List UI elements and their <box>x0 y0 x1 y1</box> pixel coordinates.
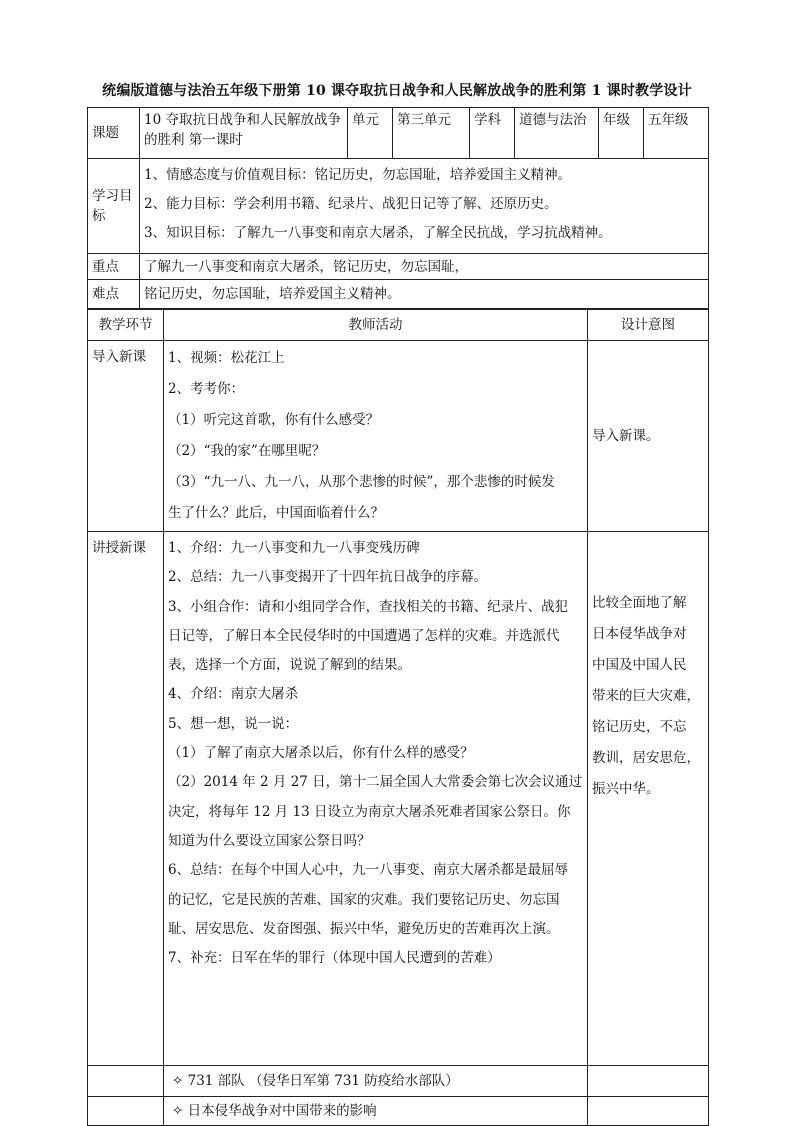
teach-line: 日记等，了解日本全民侵华时的中国遭遇了怎样的灾难。并选派代 <box>168 627 560 644</box>
teach-line: 耻、居安思危、发奋图强、振兴中华，避免历史的苦难再次上演。 <box>168 920 560 937</box>
teach-line: 4、介绍：南京大屠杀 <box>168 686 299 703</box>
teach-line: （1）了解了南京大屠杀以后，你有什么样的感受？ <box>168 745 474 762</box>
difficulty-label: 难点 <box>88 280 140 309</box>
teach-line: 决定，将每年 12 月 13 日设立为南京大屠杀死难者国家公祭日。你 <box>168 803 571 820</box>
bullet-731: ✧ 731 部队 （侵华日军第 731 防疫给水部队） <box>164 1066 588 1097</box>
intent-line: 带来的巨大灾难， <box>592 688 700 704</box>
bullet-stage-cell <box>88 1066 164 1097</box>
objectives-content <box>140 159 709 254</box>
teach-line: 3、小组合作：请和小组同学合作，查找相关的书籍、纪录片、战犯 <box>168 598 569 615</box>
key-point-value: 了解九一八事变和南京大屠杀，铭记历史，勿忘国耻， <box>140 254 709 280</box>
intro-line: （2）“我的家”在哪里呢？ <box>168 443 326 459</box>
teach-line: （2）2014 年 2 月 27 日，第十二届全国人大常委会第七次会议通过 <box>168 774 583 791</box>
intro-intent: 导入新课。 <box>588 341 709 532</box>
unit-label: 单元 <box>348 108 393 159</box>
bullet-stage-cell <box>88 1097 164 1126</box>
topic-label: 课题 <box>88 108 140 159</box>
bullet-impact: ✧ 日本侵华战争对中国带来的影响 <box>164 1097 588 1126</box>
difficulty-value: 铭记历史，勿忘国耻，培养爱国主义精神。 <box>140 280 709 309</box>
key-point-label: 重点 <box>88 254 140 280</box>
teach-line: 6、总结：在每个中国人心中，九一八事变、南京大屠杀都是最屈辱 <box>168 862 569 879</box>
subject-value: 道德与法治 <box>515 108 599 159</box>
teach-line: 知道为什么要设立国家公祭日吗？ <box>168 832 371 849</box>
bullet-intent-cell <box>588 1066 709 1097</box>
column-activity: 教师活动 <box>164 310 588 341</box>
intro-line: （3）“九一八、九一八，从那个悲惨的时候”，那个悲惨的时候发 <box>168 474 555 490</box>
objective-ability: 2、能力目标：学会利用书籍、纪录片、战犯日记等了解、还原历史。 <box>144 196 558 212</box>
column-stage: 教学环节 <box>88 310 164 341</box>
intro-stage: 导入新课 <box>88 341 164 532</box>
document-title: 统编版道德与法治五年级下册第 10 课夺取抗日战争和人民解放战争的胜利第 1 课时教学设计 <box>102 83 692 99</box>
intro-line: 生了什么？此后，中国面临着什么？ <box>168 505 384 521</box>
teach-line: 2、总结：九一八事变揭开了十四年抗日战争的序幕。 <box>168 569 488 586</box>
intent-line: 比较全面地了解 <box>592 595 687 611</box>
intro-line: （1）听完这首歌，你有什么感受？ <box>168 412 380 428</box>
bullet-intent-cell <box>588 1097 709 1126</box>
intent-line: 铭记历史，不忘 <box>592 719 687 735</box>
teach-activity <box>164 532 588 1066</box>
unit-value: 第三单元 <box>393 108 470 159</box>
intro-line: 1、视频：松花江上 <box>168 350 285 366</box>
intent-line: 中国及中国人民 <box>592 657 687 673</box>
teach-line: 表，选择一个方面，说说了解到的结果。 <box>168 657 411 674</box>
teach-line: 1、介绍：九一八事变和九一八事变残历碑 <box>168 540 420 556</box>
intent-line: 教训，居安思危， <box>592 750 700 766</box>
column-intent: 设计意图 <box>588 310 709 341</box>
intent-line: 日本侵华战争对 <box>592 626 687 642</box>
subject-label: 学科 <box>470 108 515 159</box>
teach-line: 5、想一想，说一说： <box>168 715 299 732</box>
teach-stage: 讲授新课 <box>88 532 164 1066</box>
lesson-table <box>87 309 709 1126</box>
header-table <box>87 107 709 309</box>
teach-line: 的记忆，它是民族的苦难、国家的灾难。我们要铭记历史、勿忘国 <box>168 891 560 908</box>
objectives-label: 学习目标 <box>88 159 140 254</box>
objective-emotion: 1、情感态度与价值观目标：铭记历史，勿忘国耻，培养爱国主义精神。 <box>144 167 572 183</box>
teach-line: 7、补充：日军在华的罪行（体现中国人民遭到的苦难） <box>168 950 501 967</box>
objective-knowledge: 3、知识目标：了解九一八事变和南京大屠杀，了解全民抗战，学习抗战精神。 <box>144 225 612 241</box>
intent-line: 振兴中华。 <box>592 781 660 797</box>
teach-intent <box>588 532 709 1066</box>
intro-activity <box>164 341 588 532</box>
intro-line: 2、考考你： <box>168 381 245 397</box>
grade-value: 五年级 <box>644 108 709 159</box>
topic-value: 10 夺取抗日战争和人民解放战争的胜利 第一课时 <box>140 108 348 159</box>
grade-label: 年级 <box>599 108 644 159</box>
